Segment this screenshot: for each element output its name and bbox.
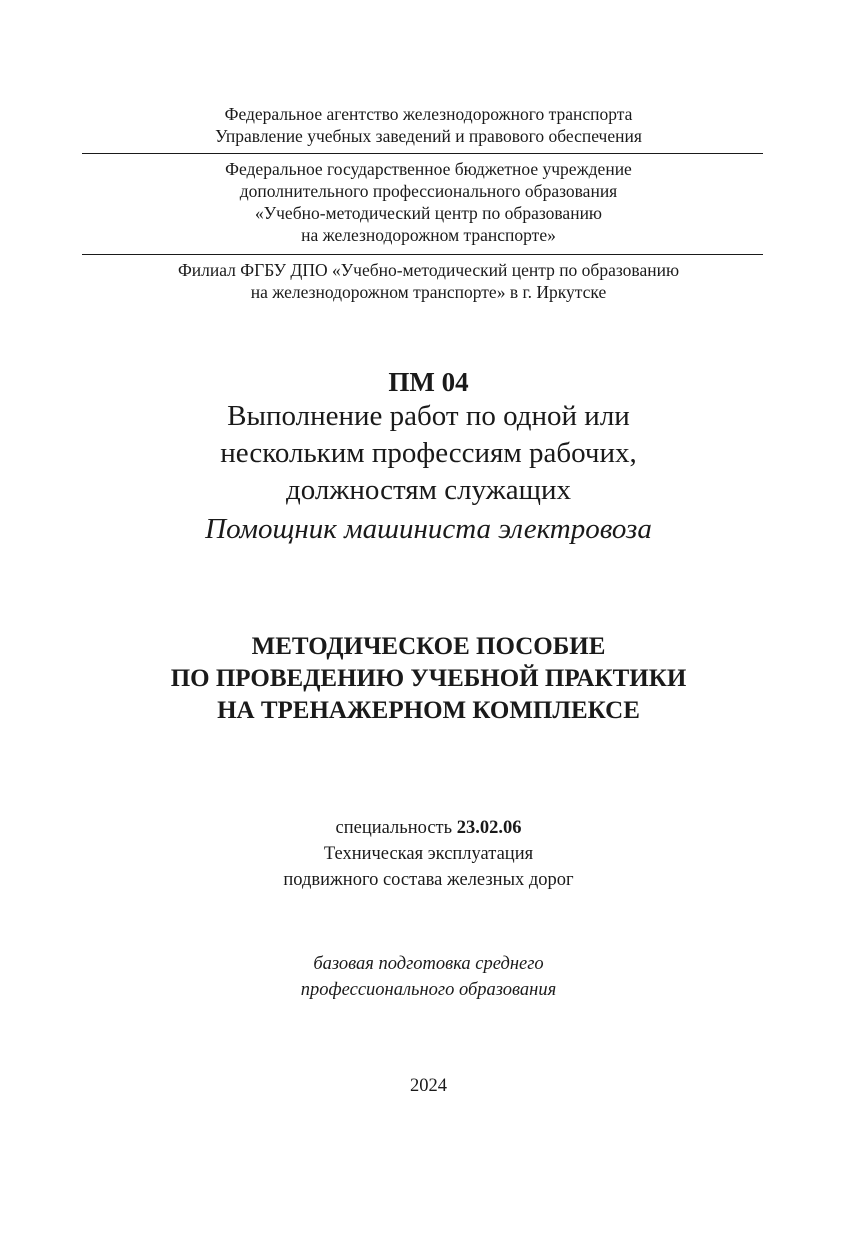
specialty-line [0, 815, 857, 841]
level-line: профессионального образования [300, 980, 557, 1000]
branch-block [0, 259, 857, 303]
divider [82, 254, 763, 255]
year: 2024 [410, 1076, 447, 1096]
institution-line: на железнодорожном транспорте» [301, 225, 556, 245]
level-line: базовая подготовка среднего [313, 954, 544, 974]
agency-block [0, 103, 857, 147]
module-block [0, 366, 857, 548]
agency-line: Управление учебных заведений и правового обеспечения [215, 126, 642, 146]
title-line: НА ТРЕНАЖЕРНОМ КОМПЛЕКСЕ [217, 697, 640, 724]
specialty-name-line: подвижного состава железных дорог [283, 870, 574, 890]
module-name-line: нескольким профессиям рабочих, [220, 437, 637, 469]
profession: Помощник машиниста электровоза [205, 513, 652, 545]
document-title [0, 631, 857, 727]
institution-line: Федеральное государственное бюджетное учреждение [225, 159, 632, 179]
branch-line: Филиал ФГБУ ДПО «Учебно-методический центр по образованию [177, 260, 680, 280]
institution-line: дополнительного профессионального образования [239, 181, 618, 201]
module-name-line: должностям служащих [286, 474, 571, 506]
module-name-line: Выполнение работ по одной или [227, 400, 630, 432]
specialty-code: 23.02.06 [456, 818, 522, 838]
education-level [0, 951, 857, 1003]
branch-line: на железнодорожном транспорте» в г. Иркутске [250, 282, 607, 302]
agency-line: Федеральное агентство железнодорожного транспорта [224, 104, 633, 124]
specialty-label: специальность [335, 818, 453, 838]
institution-block [0, 158, 857, 246]
divider [82, 153, 763, 154]
institution-line: «Учебно-методический центр по образованию [254, 203, 603, 223]
module-code: ПМ 04 [388, 367, 469, 397]
specialty-block [0, 815, 857, 893]
title-line: МЕТОДИЧЕСКОЕ ПОСОБИЕ [251, 633, 606, 660]
specialty-name-line: Техническая эксплуатация [323, 844, 534, 864]
title-line: ПО ПРОВЕДЕНИЮ УЧЕБНОЙ ПРАКТИКИ [170, 665, 687, 692]
